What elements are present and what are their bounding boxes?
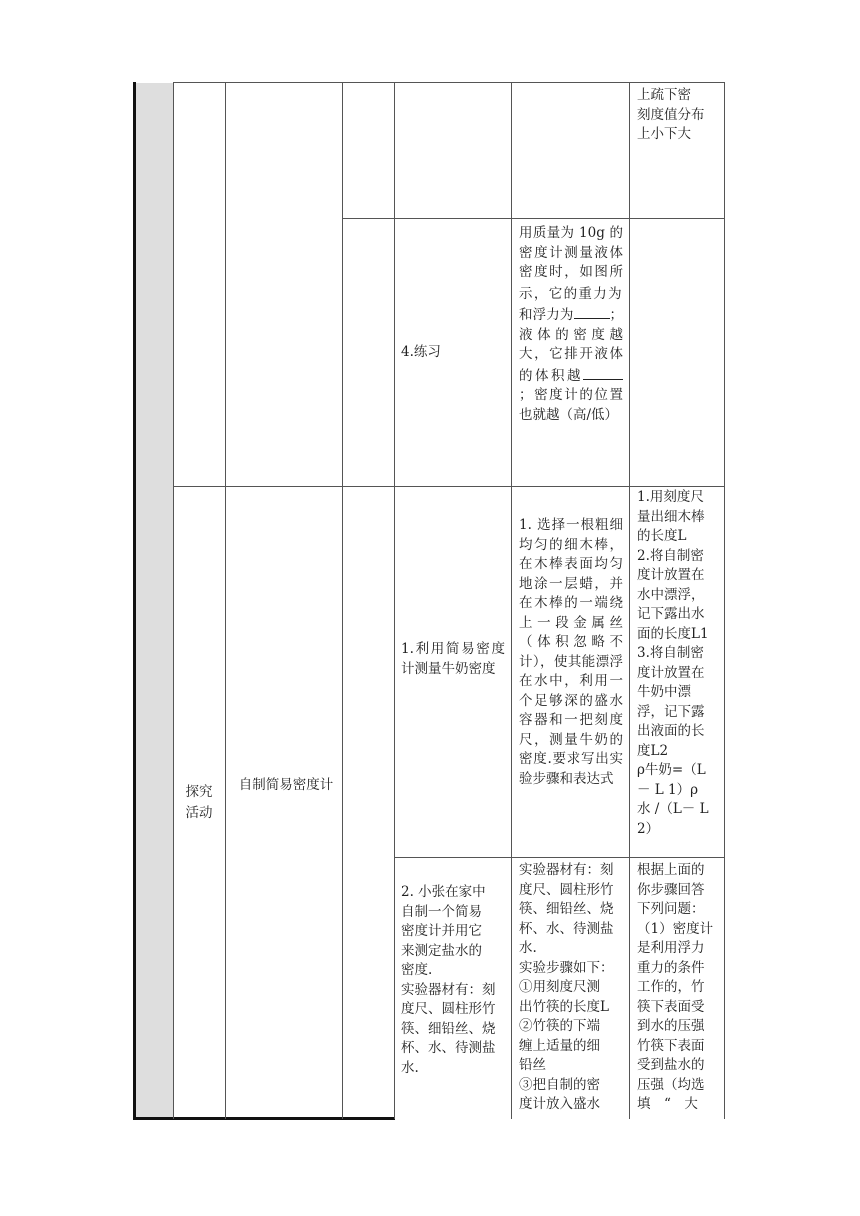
step-line: 密度. — [401, 962, 433, 978]
row2-step-label: 4.练习 — [401, 344, 441, 360]
task-line: ③把自制的密 — [519, 1076, 600, 1093]
answer-line: 3.将自制密 — [637, 645, 704, 661]
answer-line: 是利用浮力 — [637, 940, 705, 956]
answer-line: 受到盐水的 — [637, 1057, 705, 1073]
answer-line: 量出细木棒 — [637, 508, 705, 525]
answer-line: 的长度L — [637, 528, 687, 544]
answer-line: 水中漂浮， — [637, 586, 705, 603]
col-line-724 — [724, 82, 725, 1119]
task-line: ①用刻度尺测 — [519, 979, 600, 995]
gray-margin-column — [135, 83, 173, 1119]
row-line-top — [173, 82, 725, 83]
answer-line: （1）密度计 — [637, 920, 714, 937]
answer-line: 2） — [637, 820, 660, 837]
answer-line: 牛奶中漂 — [637, 684, 691, 700]
row4-answer-cell — [637, 861, 723, 1115]
step-line: 度尺、圆柱形竹 — [401, 1001, 496, 1017]
step-line: 2. 小张在家中 — [401, 884, 486, 900]
task-line: ②竹筷的下端 — [519, 1018, 600, 1034]
task-line: 筷、细铅丝、烧 — [519, 901, 614, 917]
answer-line: 记下露出水 — [637, 606, 705, 622]
answer-line: 重力的条件 — [637, 959, 705, 976]
task-line: 铅丝 — [519, 1057, 546, 1073]
answer-line: 填 “ 大 — [637, 1096, 698, 1112]
row1-answer-cell — [637, 86, 721, 145]
task-line: 实验步骤如下： — [519, 959, 614, 976]
row-line-218 — [342, 218, 725, 219]
answer-blank — [583, 365, 623, 380]
step-line: 密度计并用它 — [401, 923, 482, 939]
task-line: 实验器材有：刻 — [519, 862, 614, 878]
row-line-486 — [173, 486, 725, 487]
row3-step-label: 1.利用简易密度计测量牛奶密度 — [401, 641, 505, 677]
answer-line: 出液面的长 — [637, 723, 705, 739]
answer-line: 你步骤回答 — [637, 881, 705, 898]
answer-line: 到水的压强 — [637, 1018, 705, 1034]
question-part3: ；液体的密度越大，它排开液体的体积越 — [519, 307, 623, 384]
row3-answer-cell — [637, 488, 723, 839]
answer-blank — [574, 304, 610, 319]
task-line: 出竹筷的长度L — [519, 998, 609, 1015]
col-line-225 — [225, 82, 226, 1119]
step-line: 杯、水、待测盐 — [401, 1040, 496, 1056]
task-line: 度尺、圆柱形竹 — [519, 881, 614, 898]
answer-line: 筷下表面受 — [637, 998, 705, 1015]
question-part1: 用质量为 10g 的密度计测量液体密度时，如图所示，它的重力为 — [519, 225, 623, 302]
answer-line: 浮，记下露 — [637, 703, 705, 720]
answer-line: 2.将自制密 — [637, 547, 704, 564]
row3-task: 1. 选择一根粗细均匀的细木棒，在木棒表面均匀地涂一层蜡，并在木棒的一端绕上一段金属丝（体积忽略不计），使其能漂浮在水中，利用一个足够深的盛水容器和一把刻度尺，测量牛奶的密度.要求写出实验步骤和表达式 — [519, 517, 623, 787]
table-left-border — [133, 82, 136, 1120]
row1-answer-line: 上疏下密 — [637, 87, 691, 103]
row-line-857 — [394, 857, 725, 858]
question-part4: ；密度计的位置也就越 — [519, 387, 623, 423]
answer-line: 根据上面的 — [637, 862, 705, 878]
task-line: 水. — [519, 940, 537, 956]
answer-line: 度计放置在 — [637, 664, 705, 681]
question-part2: 和浮力为 — [519, 307, 574, 323]
answer-line: 1.用刻度尺 — [637, 489, 704, 505]
answer-line: ρ牛奶=（L — [637, 762, 706, 778]
col-line-394 — [394, 82, 395, 1119]
answer-line: 竹筷下表面 — [637, 1037, 705, 1054]
answer-line: 度计放置在 — [637, 567, 705, 583]
answer-line: 压强（均选 — [637, 1076, 705, 1093]
step-line: 自制一个简易 — [401, 903, 482, 920]
col-line-629 — [629, 82, 630, 1119]
row4-task — [519, 861, 627, 1115]
row1-answer-line: 刻度值分布 — [637, 106, 705, 123]
answer-line: 面的长度L1 — [637, 625, 709, 642]
section-category: 探究活动 — [185, 784, 213, 821]
step-line: 实验器材有：刻 — [401, 981, 496, 998]
question-part5: （高/低） — [559, 406, 619, 423]
answer-line: 度L2 — [637, 742, 669, 759]
step-line: 水. — [401, 1059, 419, 1076]
row2-question — [519, 224, 623, 425]
col-line-342 — [342, 82, 343, 1119]
answer-line: 下列问题： — [637, 901, 705, 917]
section-topic: 自制简易密度计 — [238, 777, 334, 793]
task-line: 度计放入盛水 — [519, 1096, 600, 1112]
task-line: 缠上适量的细 — [519, 1037, 600, 1054]
row4-step-label — [401, 883, 507, 1078]
row1-answer-line: 上小下大 — [637, 126, 691, 142]
answer-line: 水 /（L－ L — [637, 801, 709, 817]
task-line: 杯、水、待测盐 — [519, 920, 614, 937]
step-line: 筷、细铅丝、烧 — [401, 1020, 496, 1037]
step-line: 来测定盐水的 — [401, 942, 482, 959]
answer-line: － L 1）ρ — [637, 781, 699, 798]
answer-line: 工作的，竹 — [637, 979, 705, 995]
col-line-173 — [173, 82, 174, 1119]
col-line-511 — [511, 82, 512, 1119]
